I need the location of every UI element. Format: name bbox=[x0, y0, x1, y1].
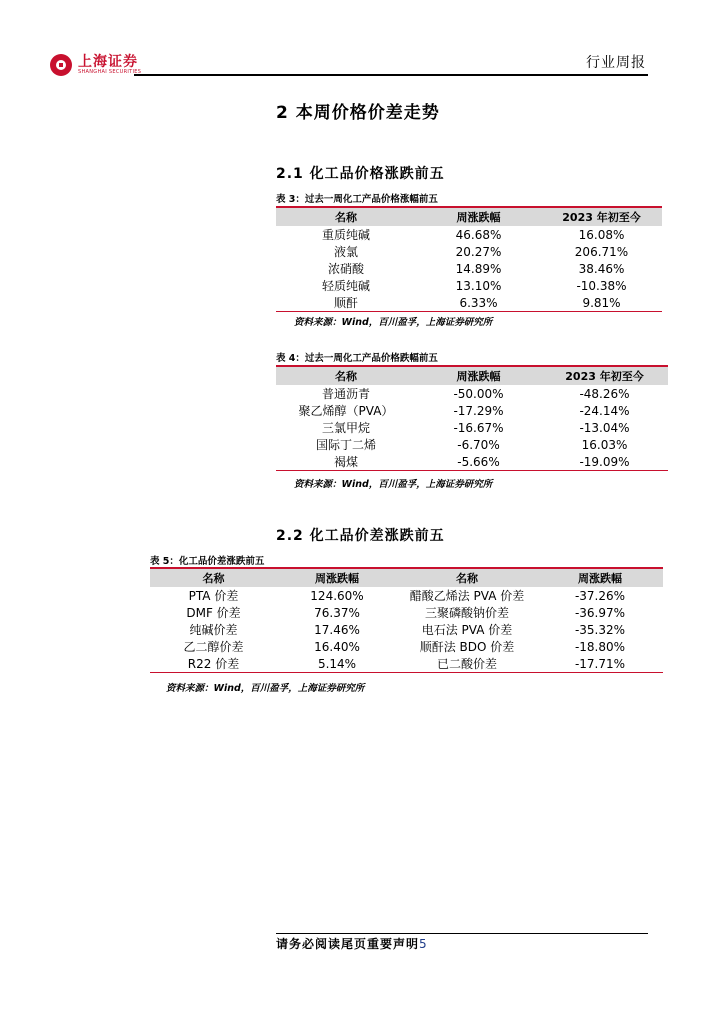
cell-weekly: -35.32% bbox=[574, 622, 626, 637]
cell-name: 电石法 PVA 价差 bbox=[421, 623, 513, 637]
cell-name: 醋酸乙烯法 PVA 价差 bbox=[409, 589, 525, 603]
cell-weekly: 17.46% bbox=[314, 622, 360, 637]
section-title: 2 本周价格价差走势 bbox=[276, 103, 440, 123]
table4-caption: 表 4：过去一周化工产品价格跌幅前五 bbox=[276, 353, 438, 364]
brand-name-en: SHANGHAI SECURITIES bbox=[78, 68, 142, 75]
page-number: 5 bbox=[419, 937, 428, 951]
cell-name: R22 价差 bbox=[150, 655, 277, 673]
cell-weekly: -6.70% bbox=[457, 437, 500, 452]
table5-header-weekly-right: 周涨跌幅 bbox=[537, 568, 663, 587]
cell-ytd: -19.09% bbox=[541, 453, 668, 471]
footer-notice: 请务必阅读尾页重要声明 bbox=[276, 937, 420, 951]
cell-weekly: 13.10% bbox=[455, 278, 502, 293]
logo-emblem-icon bbox=[50, 54, 72, 76]
cell-weekly: 76.37% bbox=[314, 605, 360, 620]
cell-name: 液氯 bbox=[333, 245, 358, 259]
table-row bbox=[276, 243, 662, 260]
table-row bbox=[276, 226, 662, 243]
cell-name: 三聚磷酸钠价差 bbox=[424, 606, 509, 620]
cell-name: DMF 价差 bbox=[186, 606, 241, 620]
table-row bbox=[276, 385, 668, 402]
cell-ytd: -10.38% bbox=[576, 278, 627, 293]
cell-name: 重质纯碱 bbox=[321, 228, 370, 242]
cell-name: 轻质纯碱 bbox=[321, 279, 370, 293]
cell-weekly: -17.71% bbox=[537, 655, 663, 673]
cell-weekly: 124.60% bbox=[310, 588, 364, 603]
cell-weekly: 16.40% bbox=[314, 639, 360, 654]
brand-logo bbox=[50, 54, 141, 76]
cell-ytd: 16.08% bbox=[578, 227, 625, 242]
table5-header-row bbox=[150, 568, 663, 587]
cell-weekly: -36.97% bbox=[574, 605, 626, 620]
table3 bbox=[276, 206, 662, 312]
report-type: 行业周报 bbox=[586, 55, 646, 71]
footer-divider bbox=[276, 933, 648, 934]
table5 bbox=[150, 567, 663, 673]
cell-name: 纯碱价差 bbox=[189, 623, 238, 637]
table4-header-weekly: 周涨跌幅 bbox=[416, 366, 541, 385]
table3-header-row bbox=[276, 207, 662, 226]
cell-name: 聚乙烯醇（PVA） bbox=[298, 404, 394, 418]
cell-ytd: -48.26% bbox=[579, 386, 630, 401]
subsection-title-spreads: 2.2 化工品价差涨跌前五 bbox=[276, 528, 445, 544]
table4 bbox=[276, 365, 668, 471]
table5-source: 资料来源：Wind，百川盈孚，上海证券研究所 bbox=[166, 683, 365, 694]
cell-ytd: -13.04% bbox=[579, 420, 630, 435]
cell-name: 国际丁二烯 bbox=[315, 438, 376, 452]
table4-header-name: 名称 bbox=[276, 366, 416, 385]
table-row bbox=[276, 419, 668, 436]
cell-weekly: -17.29% bbox=[453, 403, 504, 418]
table3-header-ytd: 2023 年初至今 bbox=[541, 207, 662, 226]
cell-weekly: 5.14% bbox=[277, 655, 397, 673]
header-divider bbox=[134, 74, 648, 76]
cell-weekly: 6.33% bbox=[416, 294, 541, 312]
table-row bbox=[276, 277, 662, 294]
table-row bbox=[150, 621, 663, 638]
cell-ytd: 16.03% bbox=[581, 437, 628, 452]
table-row bbox=[150, 604, 663, 621]
cell-ytd: -24.14% bbox=[579, 403, 630, 418]
cell-name: 顺酐法 BDO 价差 bbox=[419, 640, 515, 654]
cell-name: 顺酐 bbox=[276, 294, 416, 312]
table4-header-ytd: 2023 年初至今 bbox=[541, 366, 668, 385]
table-row bbox=[276, 453, 668, 471]
cell-name: 浓硝酸 bbox=[327, 262, 364, 276]
subsection-title-prices: 2.1 化工品价格涨跌前五 bbox=[276, 166, 445, 182]
cell-weekly: 20.27% bbox=[455, 244, 502, 259]
cell-name: 三氯甲烷 bbox=[321, 421, 370, 435]
cell-ytd: 206.71% bbox=[574, 244, 629, 259]
cell-name: 普通沥青 bbox=[321, 387, 370, 401]
table-row bbox=[150, 655, 663, 673]
page-header bbox=[0, 0, 724, 80]
cell-ytd: 38.46% bbox=[578, 261, 625, 276]
table-row bbox=[276, 260, 662, 277]
table-row bbox=[276, 402, 668, 419]
table3-header-name: 名称 bbox=[276, 207, 416, 226]
table3-source: 资料来源：Wind，百川盈孚，上海证券研究所 bbox=[294, 317, 493, 328]
cell-weekly: -16.67% bbox=[453, 420, 504, 435]
table5-header-name-left: 名称 bbox=[150, 568, 277, 587]
table3-caption: 表 3：过去一周化工产品价格涨幅前五 bbox=[276, 194, 438, 205]
table3-header-weekly: 周涨跌幅 bbox=[416, 207, 541, 226]
cell-weekly: -18.80% bbox=[574, 639, 626, 654]
table5-header-name-right: 名称 bbox=[397, 568, 537, 587]
cell-weekly: -5.66% bbox=[416, 453, 541, 471]
table-row bbox=[276, 436, 668, 453]
cell-weekly: 14.89% bbox=[455, 261, 502, 276]
table4-header-row bbox=[276, 366, 668, 385]
brand-name-cn: 上海证券 bbox=[78, 53, 138, 70]
table4-source: 资料来源：Wind，百川盈孚，上海证券研究所 bbox=[294, 479, 493, 490]
cell-name: 乙二醇价差 bbox=[183, 640, 244, 654]
page-footer bbox=[276, 935, 428, 952]
cell-name: 已二酸价差 bbox=[397, 655, 537, 673]
table-row bbox=[150, 638, 663, 655]
table-row bbox=[276, 294, 662, 312]
cell-weekly: -50.00% bbox=[453, 386, 504, 401]
cell-ytd: 9.81% bbox=[541, 294, 662, 312]
cell-weekly: 46.68% bbox=[455, 227, 502, 242]
table5-caption: 表 5：化工品价差涨跌前五 bbox=[150, 556, 265, 567]
cell-name: PTA 价差 bbox=[188, 589, 239, 603]
table5-header-weekly-left: 周涨跌幅 bbox=[277, 568, 397, 587]
cell-name: 褐煤 bbox=[276, 453, 416, 471]
table-row bbox=[150, 587, 663, 604]
cell-weekly: -37.26% bbox=[574, 588, 626, 603]
